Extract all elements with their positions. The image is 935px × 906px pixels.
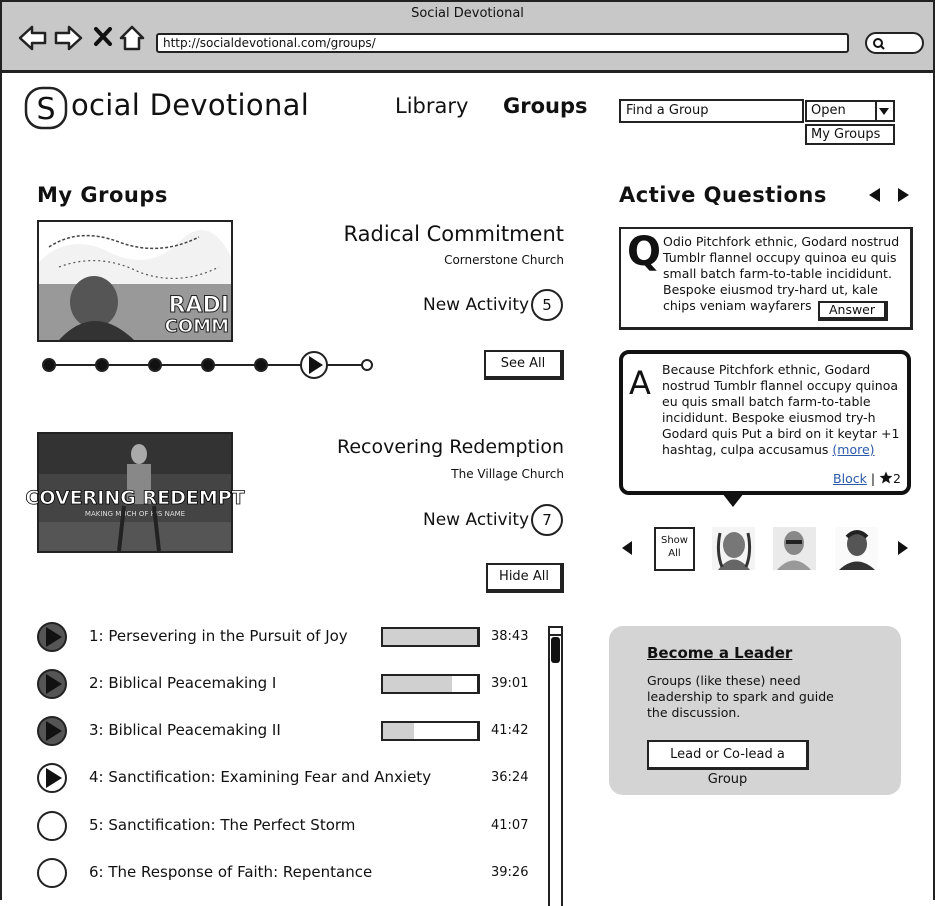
group-filter-select[interactable] [805, 100, 895, 122]
show-all-button[interactable]: Show All [654, 527, 695, 571]
search-icon [869, 35, 889, 53]
timeline-step [362, 360, 372, 370]
browser-search[interactable] [865, 32, 924, 54]
episode-row[interactable] [36, 666, 536, 702]
episode-title[interactable]: 2: Biblical Peacemaking I [89, 674, 277, 692]
chevron-right-icon[interactable] [895, 539, 911, 557]
episode-row[interactable] [36, 808, 536, 844]
timeline-step [255, 359, 267, 371]
group-title[interactable]: Recovering Redemption [336, 436, 564, 458]
group-thumbnail[interactable] [37, 220, 233, 342]
dropdown-option-my-groups[interactable]: My Groups [805, 124, 895, 145]
svg-text:S: S [36, 92, 56, 127]
scroll-up-button[interactable] [548, 626, 563, 636]
episode-title[interactable]: 5: Sanctification: The Perfect Storm [89, 816, 356, 834]
episode-duration: 39:01 [491, 676, 529, 691]
episode-duration: 38:43 [491, 629, 529, 644]
episode-title[interactable]: 3: Biblical Peacemaking II [89, 721, 281, 739]
episode-progress-bar [381, 627, 480, 647]
chevron-right-icon[interactable] [894, 186, 912, 204]
answer-footer [833, 471, 901, 486]
episode-title[interactable]: 4: Sanctification: Examining Fear and Anxiety [89, 768, 432, 786]
scroll-thumb[interactable] [551, 637, 560, 663]
timeline-step [149, 359, 161, 371]
lead-group-button[interactable]: Lead or Co-lead a Group [647, 740, 809, 770]
activity-count-badge: 7 [531, 504, 563, 536]
episode-row[interactable] [36, 760, 536, 796]
chevron-down-icon[interactable] [875, 102, 893, 120]
episode-progress-bar [381, 721, 480, 741]
answer-text-block [662, 362, 907, 458]
episode-row[interactable] [36, 713, 536, 749]
episode-title[interactable]: 1: Persevering in the Pursuit of Joy [89, 627, 348, 645]
new-activity-label: New Activity [423, 295, 530, 315]
address-bar[interactable]: http://socialdevotional.com/groups/ [156, 33, 849, 53]
play-icon[interactable] [36, 713, 72, 749]
my-groups-title: My Groups [37, 183, 168, 207]
activity-count-badge: 5 [531, 289, 563, 321]
chevron-left-icon[interactable] [619, 539, 635, 557]
episode-row[interactable] [36, 855, 536, 891]
group-church: Cornerstone Church [444, 253, 564, 267]
timeline-step [43, 359, 55, 371]
active-questions-title: Active Questions [619, 183, 827, 207]
episode-row[interactable] [36, 619, 536, 655]
new-activity-label: New Activity [423, 510, 530, 530]
become-leader-panel [609, 626, 901, 795]
group-title[interactable]: Radical Commitment [343, 222, 564, 246]
avatar[interactable] [773, 527, 816, 570]
nav-groups[interactable]: Groups [503, 94, 588, 118]
browser-chrome [0, 0, 935, 73]
answer-card [619, 350, 911, 495]
nav-library[interactable]: Library [395, 94, 469, 118]
group-thumbnail[interactable] [25, 432, 245, 553]
leader-title[interactable]: Become a Leader [647, 644, 793, 662]
timeline-step [202, 359, 214, 371]
episode-duration: 36:24 [491, 770, 529, 785]
chevron-left-icon[interactable] [866, 186, 884, 204]
avatar[interactable] [712, 527, 755, 570]
group-church: The Village Church [451, 467, 564, 481]
find-group-input[interactable]: Find a Group [619, 99, 804, 123]
episode-duration: 41:07 [491, 818, 529, 833]
home-icon[interactable] [119, 24, 145, 52]
episode-progress-bar [381, 674, 480, 694]
episode-scrollbar[interactable] [548, 626, 563, 906]
forward-icon[interactable] [53, 24, 83, 52]
star-icon[interactable] [879, 471, 893, 484]
svg-text:MAKING MUCH OF HIS NAME: MAKING MUCH OF HIS NAME [84, 510, 186, 518]
question-card [619, 227, 913, 330]
episode-duration: 39:26 [491, 865, 529, 880]
star-count: 2 [893, 471, 901, 486]
window-title: Social Devotional [411, 6, 524, 21]
back-icon[interactable] [18, 24, 48, 52]
play-icon[interactable] [36, 808, 72, 844]
separator: | [870, 471, 876, 486]
play-icon[interactable] [36, 666, 72, 702]
select-value: Open [811, 103, 846, 118]
block-link[interactable]: Block [833, 471, 867, 486]
timeline-step [96, 359, 108, 371]
logo-text: ocial Devotional [71, 88, 310, 122]
progress-timeline[interactable] [38, 349, 383, 381]
question-letter: Q [627, 229, 662, 275]
answer-letter: A [629, 364, 651, 402]
play-icon[interactable] [36, 760, 72, 796]
svg-text:RADI: RADI [168, 293, 229, 318]
speech-tail [722, 493, 744, 507]
answer-text: Because Pitchfork ethnic, Godard nostrud Tumblr flannel occupy quinoa eu quis small batch farm-to-table incididunt. Bespoke eiusmod try-h Godard quis Put a bird on it keytar +1 hashtag, culpa accusamus [662, 362, 900, 457]
hide-all-button[interactable]: Hide All [486, 563, 564, 593]
episode-title[interactable]: 6: The Response of Faith: Repentance [89, 863, 373, 881]
leader-text: Groups (like these) need leadership to spark and guide the discussion. [647, 673, 834, 720]
stop-icon[interactable] [93, 24, 113, 52]
question-text: Odio Pitchfork ethnic, Godard nostrud Tumblr flannel occupy quinoa eu quis small batch farm-to-table incididunt. Bespoke eiusmod try-hard ut, kale chips veniam wayfarers [663, 234, 900, 313]
episode-duration: 41:42 [491, 723, 529, 738]
play-icon[interactable] [36, 619, 72, 655]
svg-text:COMM: COMM [164, 316, 229, 337]
avatar[interactable] [835, 527, 878, 570]
see-all-button[interactable]: See All [484, 350, 564, 380]
play-icon[interactable] [36, 855, 72, 891]
answer-button[interactable]: Answer [818, 301, 888, 321]
svg-text:COVERING REDEMPT: COVERING REDEMPT [25, 487, 245, 509]
logo-icon [24, 86, 70, 132]
more-link[interactable]: (more) [832, 442, 875, 457]
